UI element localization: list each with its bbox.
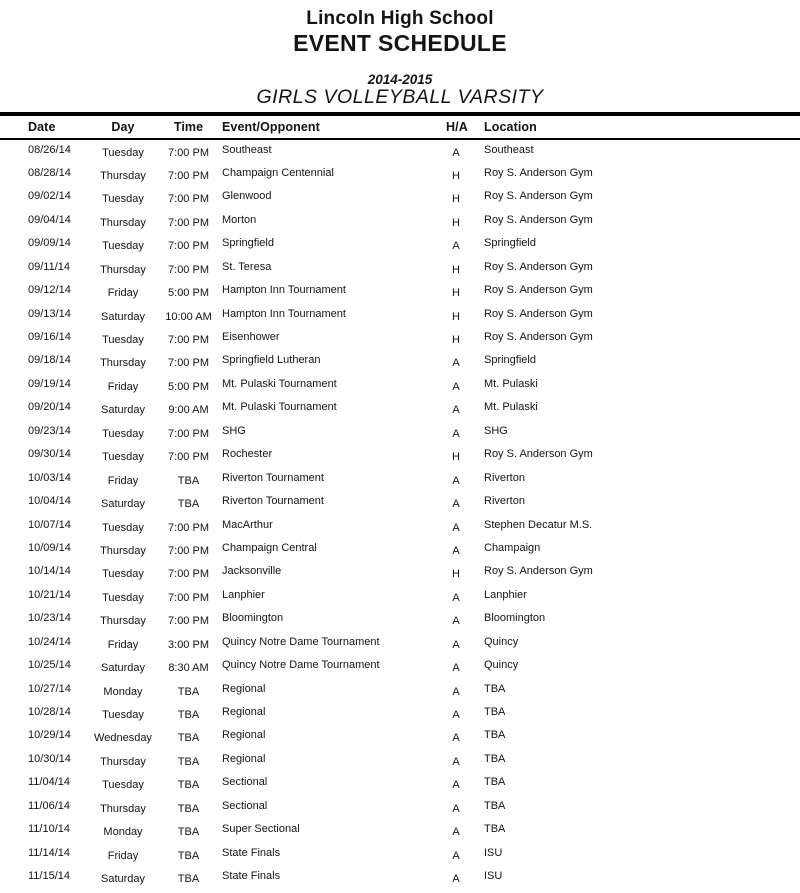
cell-day: Monday [103, 826, 143, 839]
column-header-location: Location [484, 120, 537, 134]
cell-home-away: H [452, 310, 460, 323]
cell-location: Roy S. Anderson Gym [484, 213, 593, 226]
cell-location: Roy S. Anderson Gym [484, 307, 593, 320]
cell-location: Roy S. Anderson Gym [484, 166, 593, 179]
cell-time: 7:00 PM [168, 240, 209, 253]
cell-time: TBA [177, 826, 200, 839]
cell-location: Roy S. Anderson Gym [484, 565, 593, 578]
cell-event-opponent: Springfield Lutheran [222, 354, 321, 367]
cell-event-opponent: Regional [222, 752, 266, 765]
cell-home-away: A [452, 779, 460, 792]
cell-day: Tuesday [102, 521, 144, 534]
cell-date: 11/15/14 [28, 870, 71, 883]
cell-date: 11/04/14 [28, 776, 71, 789]
cell-location: Mt. Pulaski [484, 377, 538, 390]
cell-location: TBA [484, 752, 506, 765]
cell-home-away: A [452, 849, 460, 862]
cell-home-away: H [452, 193, 460, 206]
document-title: EVENT SCHEDULE [293, 30, 507, 56]
cell-day: Saturday [100, 873, 146, 886]
table-row [0, 679, 800, 702]
cell-event-opponent: Eisenhower [222, 331, 280, 343]
cell-date: 10/28/14 [28, 706, 71, 718]
table-row [0, 843, 800, 866]
cell-date: 09/30/14 [28, 448, 71, 461]
table-row [0, 187, 800, 210]
cell-time: 7:00 PM [168, 357, 209, 370]
cell-date: 09/18/14 [28, 354, 71, 367]
cell-event-opponent: Morton [222, 213, 257, 226]
cell-event-opponent: Riverton Tournament [222, 471, 324, 484]
cell-date: 09/09/14 [28, 237, 71, 250]
cell-time: TBA [177, 873, 200, 886]
table-row [0, 820, 800, 843]
cell-location: TBA [484, 729, 506, 742]
cell-home-away: A [452, 380, 460, 393]
cell-event-opponent: State Finals [222, 846, 281, 859]
cell-time: TBA [177, 709, 200, 721]
table-header-row [0, 116, 800, 138]
cell-location: Mt. Pulaski [484, 401, 538, 414]
cell-day: Friday [107, 380, 139, 393]
cell-date: 10/07/14 [28, 518, 71, 531]
cell-time: 7:00 PM [168, 615, 209, 628]
cell-location: Southeast [484, 143, 534, 156]
cell-event-opponent: Glenwood [222, 190, 272, 203]
cell-home-away: A [452, 474, 460, 487]
cell-date: 08/28/14 [28, 166, 71, 179]
cell-time: 7:00 PM [168, 427, 209, 440]
cell-date: 09/23/14 [28, 424, 71, 437]
cell-home-away: A [452, 873, 460, 886]
cell-day: Tuesday [102, 334, 144, 346]
cell-home-away: A [452, 802, 460, 815]
cell-location: TBA [484, 799, 506, 812]
cell-time: TBA [177, 802, 200, 815]
cell-time: 7:00 PM [168, 146, 209, 159]
cell-day: Thursday [100, 755, 146, 768]
cell-location: Quincy [484, 635, 519, 648]
cell-location: Riverton [484, 471, 525, 484]
cell-home-away: H [452, 287, 460, 300]
cell-date: 10/25/14 [28, 659, 71, 672]
cell-time: 7:00 PM [168, 451, 209, 464]
cell-home-away: A [452, 638, 460, 651]
cell-time: 8:30 AM [168, 662, 209, 675]
cell-time: 9:00 AM [168, 404, 209, 417]
cell-event-opponent: Sectional [222, 776, 268, 789]
cell-date: 11/10/14 [28, 823, 71, 836]
cell-day: Saturday [100, 498, 146, 511]
cell-time: 7:00 PM [168, 193, 209, 206]
cell-time: 5:00 PM [168, 287, 209, 300]
cell-location: Roy S. Anderson Gym [484, 260, 593, 273]
table-row [0, 445, 800, 468]
cell-day: Saturday [100, 310, 146, 323]
cell-location: Roy S. Anderson Gym [484, 331, 593, 343]
cell-day: Monday [103, 685, 143, 698]
table-row [0, 726, 800, 749]
cell-home-away: A [452, 521, 460, 534]
cell-event-opponent: Riverton Tournament [222, 495, 324, 508]
cell-event-opponent: Champaign Central [222, 541, 317, 554]
cell-event-opponent: Quincy Notre Dame Tournament [222, 659, 380, 672]
cell-event-opponent: Regional [222, 729, 266, 742]
cell-day: Wednesday [94, 732, 152, 745]
table-row [0, 538, 800, 561]
cell-date: 08/26/14 [28, 143, 71, 156]
cell-time: 7:00 PM [168, 263, 209, 276]
cell-day: Tuesday [102, 451, 144, 464]
cell-event-opponent: Mt. Pulaski Tournament [222, 401, 337, 414]
cell-home-away: A [452, 146, 460, 159]
cell-home-away: A [452, 591, 460, 604]
cell-date: 09/04/14 [28, 213, 71, 226]
cell-date: 09/16/14 [28, 331, 71, 343]
cell-time: 7:00 PM [168, 568, 209, 581]
cell-home-away: A [452, 544, 460, 557]
cell-time: 7:00 PM [168, 544, 209, 557]
cell-home-away: A [452, 404, 460, 417]
cell-location: SHG [484, 424, 508, 437]
cell-home-away: A [452, 427, 460, 440]
document-header [0, 0, 800, 108]
schedule-table-body [0, 140, 800, 890]
cell-location: Stephen Decatur M.S. [484, 518, 593, 531]
table-row [0, 374, 800, 397]
cell-day: Saturday [100, 404, 146, 417]
cell-time: 7:00 PM [168, 216, 209, 229]
cell-day: Thursday [100, 169, 146, 182]
cell-day: Thursday [100, 615, 146, 628]
table-row [0, 492, 800, 515]
cell-event-opponent: Regional [222, 682, 266, 695]
cell-event-opponent: Mt. Pulaski Tournament [222, 377, 337, 390]
cell-location: Riverton [484, 495, 525, 508]
cell-date: 11/06/14 [28, 799, 71, 812]
cell-home-away: H [452, 451, 460, 464]
cell-home-away: A [452, 662, 460, 675]
cell-time: TBA [177, 498, 200, 511]
table-row [0, 703, 800, 726]
cell-event-opponent: Springfield [222, 237, 274, 250]
cell-day: Tuesday [102, 240, 144, 253]
cell-event-opponent: Super Sectional [222, 823, 300, 836]
cell-date: 10/21/14 [28, 588, 71, 601]
cell-event-opponent: Sectional [222, 799, 268, 812]
cell-day: Tuesday [102, 427, 144, 440]
cell-date: 10/24/14 [28, 635, 71, 648]
table-row [0, 140, 800, 163]
cell-location: Roy S. Anderson Gym [484, 190, 593, 203]
table-row [0, 304, 800, 327]
cell-time: 7:00 PM [168, 169, 209, 182]
column-header-event-opponent: Event/Opponent [222, 120, 320, 134]
table-row [0, 398, 800, 421]
cell-event-opponent: Southeast [222, 143, 272, 156]
season-label: 2014-2015 [367, 72, 433, 87]
cell-date: 09/13/14 [28, 307, 71, 320]
table-row [0, 656, 800, 679]
cell-home-away: A [452, 755, 460, 768]
cell-day: Tuesday [102, 568, 144, 581]
column-header-time: Time [173, 120, 204, 134]
table-row [0, 281, 800, 304]
cell-date: 10/03/14 [28, 471, 71, 484]
table-row [0, 515, 800, 538]
cell-location: Lanphier [484, 588, 527, 601]
cell-time: TBA [177, 849, 200, 862]
cell-event-opponent: Champaign Centennial [222, 166, 334, 179]
cell-time: 7:00 PM [168, 521, 209, 534]
table-row [0, 163, 800, 186]
cell-time: 5:00 PM [168, 380, 209, 393]
cell-time: 10:00 AM [165, 310, 212, 323]
cell-home-away: A [452, 732, 460, 745]
table-row [0, 609, 800, 632]
cell-time: TBA [177, 474, 200, 487]
cell-day: Thursday [100, 357, 146, 370]
cell-home-away: H [452, 568, 460, 581]
cell-home-away: H [452, 216, 460, 229]
table-row [0, 257, 800, 280]
cell-day: Thursday [100, 216, 146, 229]
cell-date: 09/12/14 [28, 284, 71, 297]
cell-date: 09/20/14 [28, 401, 71, 414]
cell-day: Tuesday [102, 709, 144, 721]
cell-event-opponent: MacArthur [222, 518, 273, 531]
cell-location: TBA [484, 706, 506, 718]
cell-date: 09/02/14 [28, 190, 71, 203]
table-row [0, 351, 800, 374]
table-row [0, 749, 800, 772]
cell-event-opponent: Regional [222, 706, 266, 718]
cell-time: TBA [177, 755, 200, 768]
column-header-date: Date [28, 120, 56, 134]
table-row [0, 867, 800, 890]
cell-location: Springfield [484, 237, 536, 250]
cell-date: 10/27/14 [28, 682, 71, 695]
cell-date: 11/14/14 [28, 846, 71, 859]
cell-location: TBA [484, 682, 506, 695]
cell-event-opponent: Lanphier [222, 588, 265, 601]
cell-home-away: A [452, 498, 460, 511]
cell-time: TBA [177, 685, 200, 698]
cell-date: 10/30/14 [28, 752, 71, 765]
cell-location: Roy S. Anderson Gym [484, 284, 593, 297]
cell-location: Springfield [484, 354, 536, 367]
table-row [0, 796, 800, 819]
table-row [0, 421, 800, 444]
school-name: Lincoln High School [306, 8, 494, 29]
cell-day: Thursday [100, 802, 146, 815]
column-header-day: Day [111, 120, 135, 134]
cell-day: Tuesday [102, 779, 144, 792]
cell-day: Friday [107, 849, 139, 862]
table-row [0, 585, 800, 608]
cell-date: 10/09/14 [28, 541, 71, 554]
cell-time: TBA [177, 779, 200, 792]
cell-home-away: A [452, 240, 460, 253]
cell-location: Roy S. Anderson Gym [484, 448, 593, 461]
cell-event-opponent: Hampton Inn Tournament [222, 307, 346, 320]
table-row [0, 632, 800, 655]
cell-home-away: A [452, 826, 460, 839]
cell-event-opponent: State Finals [222, 870, 281, 883]
cell-event-opponent: Rochester [222, 448, 273, 461]
cell-home-away: H [452, 263, 460, 276]
cell-day: Friday [107, 638, 139, 651]
cell-date: 09/19/14 [28, 377, 71, 390]
cell-home-away: H [452, 334, 460, 346]
cell-location: Champaign [484, 541, 541, 554]
table-row [0, 468, 800, 491]
cell-date: 10/23/14 [28, 612, 71, 625]
cell-event-opponent: Hampton Inn Tournament [222, 284, 346, 297]
cell-home-away: A [452, 615, 460, 628]
team-name: GIRLS VOLLEYBALL VARSITY [256, 86, 544, 108]
cell-day: Thursday [100, 263, 146, 276]
cell-time: 7:00 PM [168, 334, 209, 346]
cell-day: Thursday [100, 544, 146, 557]
cell-event-opponent: SHG [222, 424, 246, 437]
cell-location: ISU [484, 846, 503, 859]
cell-location: Quincy [484, 659, 519, 672]
cell-date: 10/29/14 [28, 729, 71, 742]
table-row [0, 773, 800, 796]
cell-home-away: A [452, 357, 460, 370]
cell-location: TBA [484, 776, 506, 789]
cell-time: 7:00 PM [168, 591, 209, 604]
cell-day: Tuesday [102, 146, 144, 159]
cell-day: Tuesday [102, 193, 144, 206]
cell-location: TBA [484, 823, 506, 836]
cell-date: 10/04/14 [28, 495, 71, 508]
cell-time: TBA [177, 732, 200, 745]
table-row [0, 562, 800, 585]
cell-date: 09/11/14 [28, 260, 71, 273]
column-header-home-away: H/A [446, 120, 468, 134]
cell-day: Friday [107, 287, 139, 300]
table-row [0, 210, 800, 233]
cell-event-opponent: Jacksonville [222, 565, 282, 578]
cell-location: ISU [484, 870, 503, 883]
cell-home-away: H [452, 169, 460, 182]
cell-date: 10/14/14 [28, 565, 71, 578]
cell-time: 3:00 PM [168, 638, 209, 651]
cell-day: Friday [107, 474, 139, 487]
cell-event-opponent: St. Teresa [222, 260, 272, 273]
table-row [0, 234, 800, 257]
cell-day: Saturday [100, 662, 146, 675]
cell-event-opponent: Bloomington [222, 612, 284, 625]
cell-event-opponent: Quincy Notre Dame Tournament [222, 635, 380, 648]
cell-home-away: A [452, 685, 460, 698]
cell-location: Bloomington [484, 612, 546, 625]
cell-home-away: A [452, 709, 460, 721]
table-row [0, 328, 800, 351]
cell-day: Tuesday [102, 591, 144, 604]
